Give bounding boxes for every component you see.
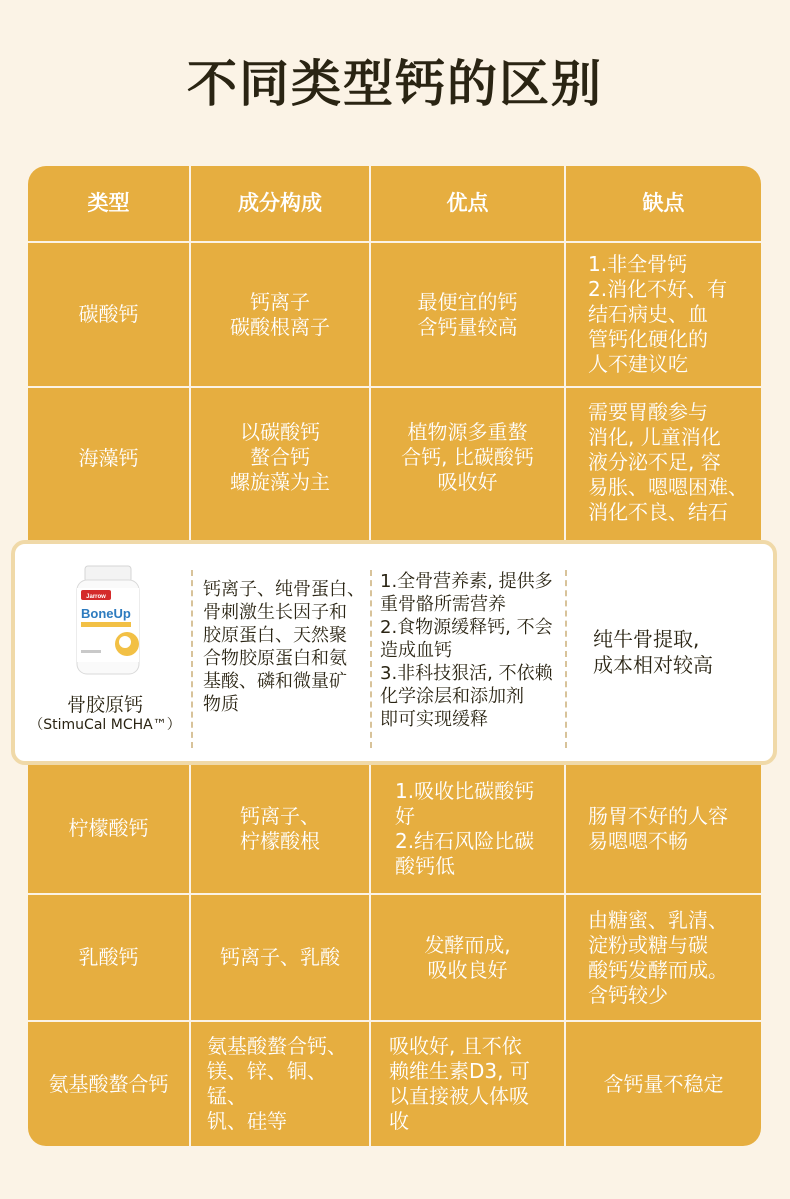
row-type-amino-acid-chelated-calcium: 氨基酸螯合钙 — [48, 1071, 169, 1096]
row-cons: 由糖蜜、乳清、 淀粉或糖与碳 酸钙发酵而成。 含钙较少 — [588, 907, 728, 1007]
header-type: 类型 — [87, 191, 130, 215]
row-pros: 发酵而成, 吸收良好 — [424, 932, 511, 982]
row-pros: 1.吸收比碳酸钙 好 2.结石风险比碳 酸钙低 — [395, 778, 535, 878]
product-bottle-image — [73, 564, 143, 676]
bottle-label-text: BoneUp — [81, 606, 131, 621]
featured-cons: 纯牛骨提取, 成本相对较高 — [593, 627, 713, 677]
row-type-calcium-citrate: 柠檬酸钙 — [68, 816, 149, 840]
row-composition: 钙离子、乳酸 — [220, 945, 340, 969]
row-composition: 氨基酸螯合钙、 镁、锌、铜、锰、 钒、硅等 — [207, 1034, 347, 1133]
featured-type-name: 骨胶原钙 — [66, 694, 143, 716]
header-cons: 缺点 — [642, 191, 685, 215]
row-pros: 最便宜的钙 含钙量较高 — [417, 289, 518, 339]
row-cons: 1.非全骨钙 2.消化不好、有 结石病史、血 管钙化硬化的 人不建议吃 — [588, 252, 728, 376]
featured-composition: 钙离子、纯骨蛋白、 骨刺激生长因子和 胶原蛋白、天然聚 合物胶原蛋白和氨 基酸、磷和微量矿 物质 — [203, 579, 365, 715]
row-pros: 植物源多重螯 合钙, 比碳酸钙 吸收好 — [401, 420, 534, 494]
row-type-calcium-lactate: 乳酸钙 — [78, 945, 139, 969]
featured-pros: 1.全骨营养素, 提供多 重骨骼所需营养 2.食物源缓释钙, 不会 造成血钙 3.非科技狠活, 不依赖 化学涂层和添加剂 即可实现缓释 — [380, 571, 553, 730]
row-type-calcium-carbonate: 碳酸钙 — [78, 302, 139, 326]
row-composition: 以碳酸钙 螯合钙 螺旋藻为主 — [230, 420, 330, 494]
row-cons: 需要胃酸参与 消化, 儿童消化 液分泌不足, 容 易胀、嗯嗯困难、 消化不良、结石 — [588, 400, 748, 524]
bottle-brand-text: Jarrow — [86, 594, 106, 600]
column-divider — [370, 570, 372, 748]
row-composition: 钙离子 碳酸根离子 — [230, 289, 330, 339]
row-type-algae-calcium: 海藻钙 — [78, 445, 139, 470]
row-pros: 吸收好, 且不依 赖维生素D3, 可 以直接被人体吸 收 — [389, 1034, 530, 1133]
featured-row-collagen-calcium — [11, 540, 777, 765]
header-pros: 优点 — [446, 191, 489, 215]
header-composition: 成分构成 — [238, 191, 322, 215]
featured-type-subname: （StimuCal MCHA™） — [29, 717, 181, 733]
page-title: 不同类型钙的区别 — [187, 55, 603, 113]
row-composition: 钙离子、 柠檬酸根 — [240, 803, 320, 853]
row-cons: 含钙量不稳定 — [603, 1071, 724, 1096]
row-cons: 肠胃不好的人容 易嗯嗯不畅 — [588, 803, 728, 853]
column-divider — [565, 570, 567, 748]
